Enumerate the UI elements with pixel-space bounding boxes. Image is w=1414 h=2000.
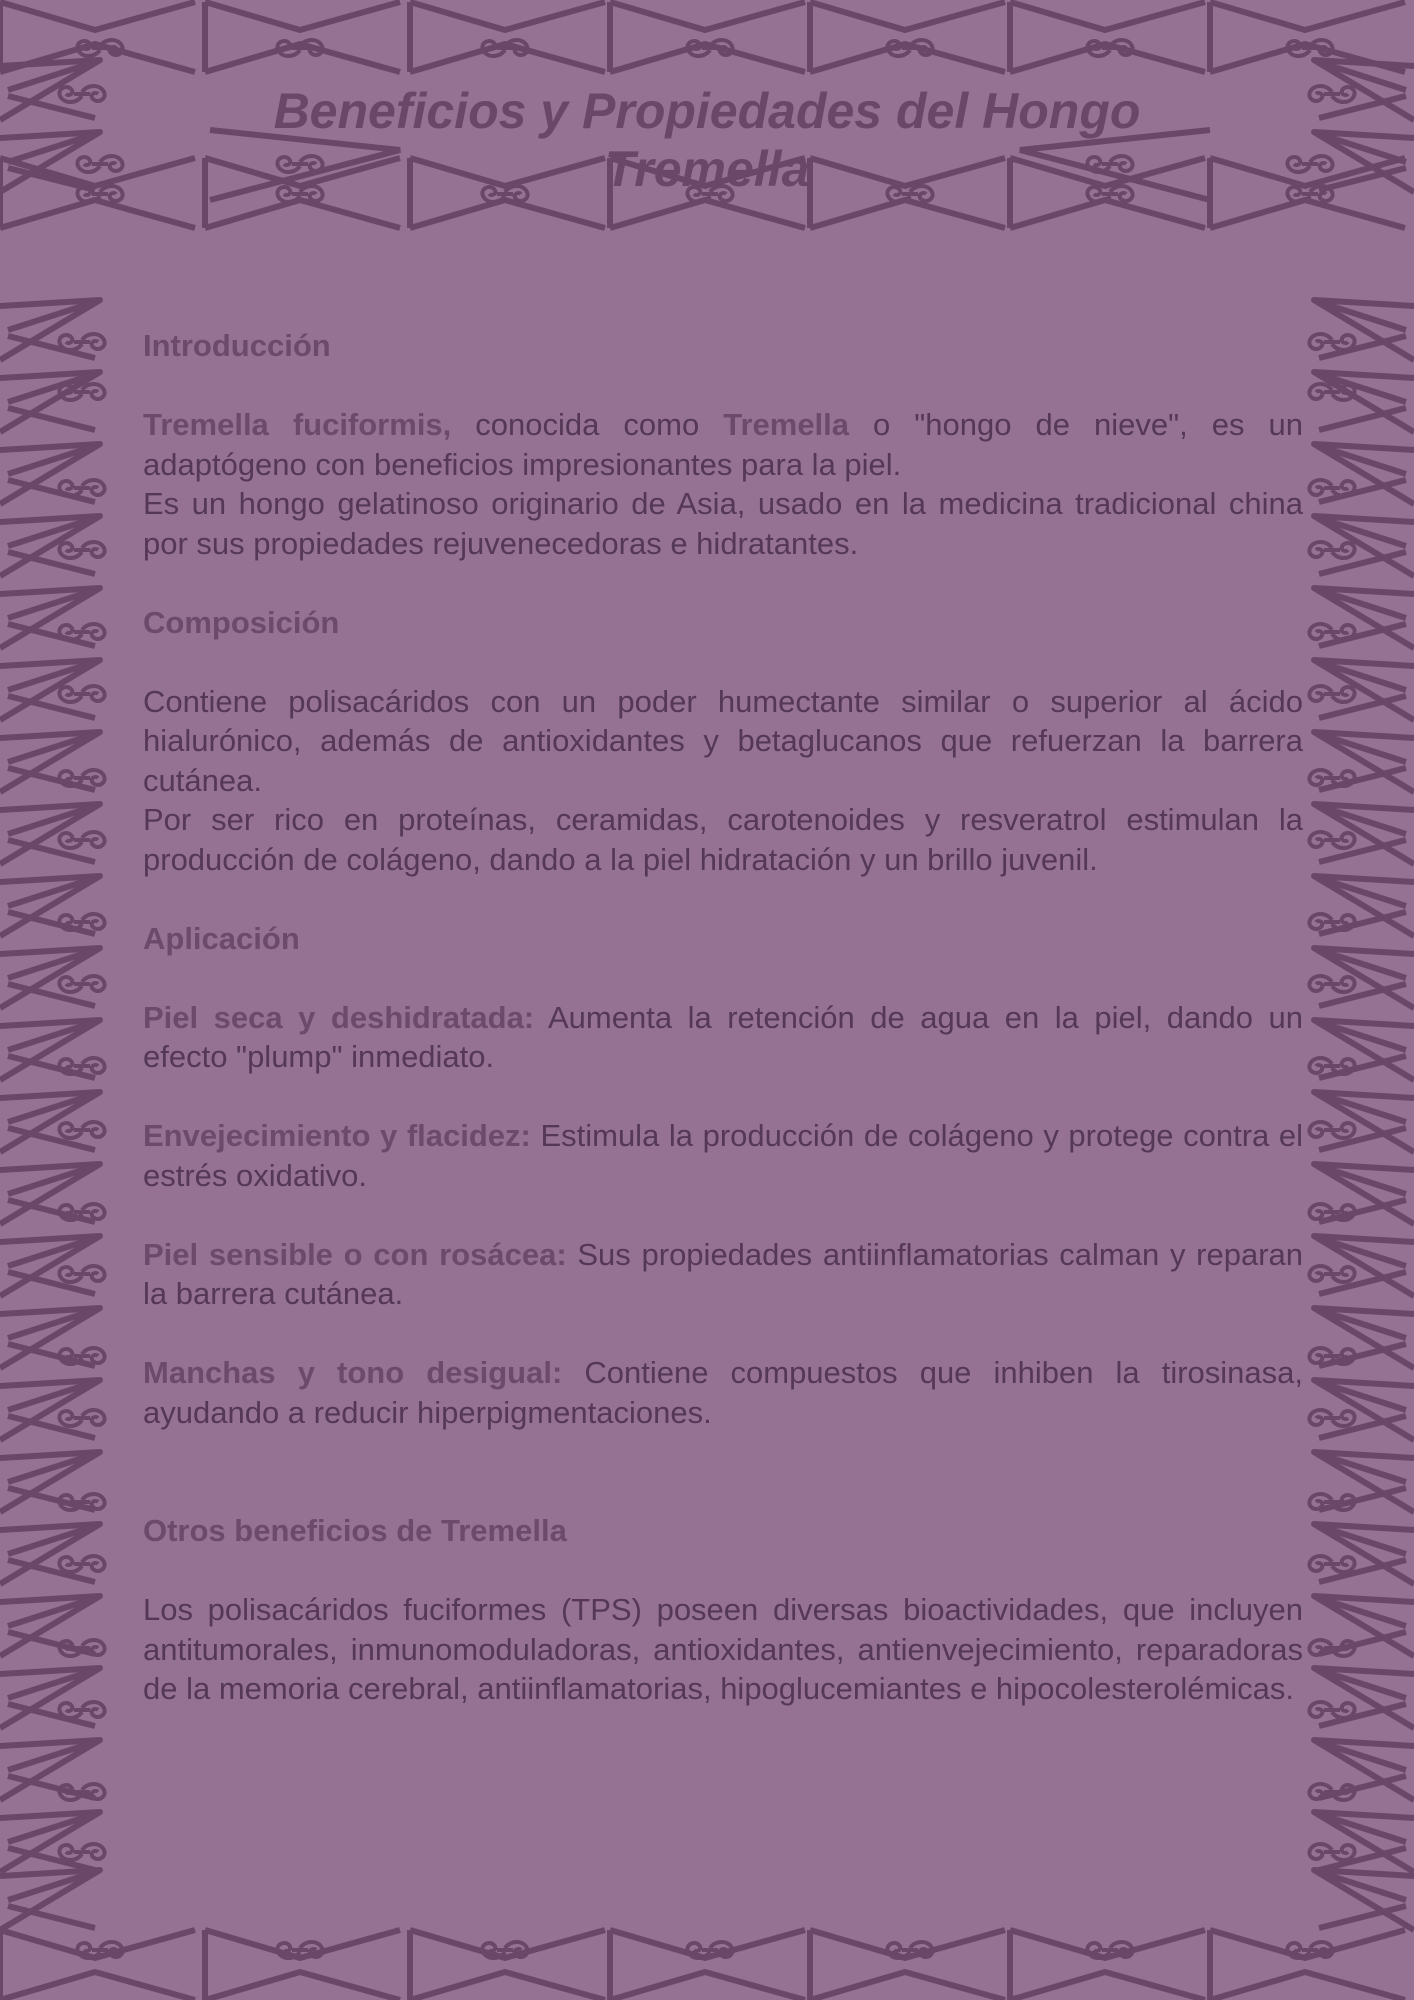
intro-paragraph-1: Tremella fuciformis, conocida como Tremella o "hongo de nieve", es un adaptógeno con beneficios impresionantes para la piel. <box>143 407 1303 482</box>
section-heading-aplicacion: Aplicación <box>143 920 300 956</box>
application-item: Piel sensible o con rosácea: Sus propiedades antiinflamatorias calman y reparan la barrera cutánea. <box>143 1236 1304 1311</box>
application-item: Manchas y tono desigual: Contiene compuestos que inhiben la tirosinasa, ayudando a reducir hiperpigmentaciones. <box>143 1355 1303 1430</box>
composition-paragraph-1: Contiene polisacáridos con un poder humectante similar o superior al ácido hialurónico, además de antioxidantes y betaglucanos que refuerzan la barrera cutánea. <box>143 683 1303 798</box>
intro-paragraph-2: Es un hongo gelatinoso originario de Asia, usado en la medicina tradicional china por sus propiedades rejuvenecedoras e hidratantes. <box>143 486 1303 561</box>
section-heading-composicion: Composición <box>143 604 340 640</box>
section-heading-otros-beneficios: Otros beneficios de Tremella <box>143 1513 567 1548</box>
application-item: Envejecimiento y flacidez: Estimula la producción de colágeno y protege contra el estrés oxidativo. <box>143 1118 1303 1193</box>
others-paragraph: Los polisacáridos fuciformes (TPS) poseen diversas bioactividades, que incluyen antitumorales, inmunomoduladoras, antioxidantes, antienvejecimiento, reparadoras de la memoria cerebral, antiinflamatorias, hipoglucemiantes e hipocolesterolémicas. <box>143 1592 1303 1706</box>
application-item: Piel seca y deshidratada: Aumenta la retención de agua en la piel, dando un efecto "plump" inmediato. <box>143 999 1303 1074</box>
bold-term: Tremella <box>723 407 850 442</box>
bold-term: Tremella fuciformis, <box>143 407 452 442</box>
document-body <box>143 326 1303 1709</box>
section-heading-introduccion: Introducción <box>143 328 331 363</box>
composition-paragraph-2: Por ser rico en proteínas, ceramidas, carotenoides y resveratrol estimulan la producción de colágeno, dando a la piel hidratación y un brillo juvenil. <box>143 802 1303 877</box>
page-title: Beneficios y Propiedades del Hongo Tremella <box>273 83 1141 197</box>
